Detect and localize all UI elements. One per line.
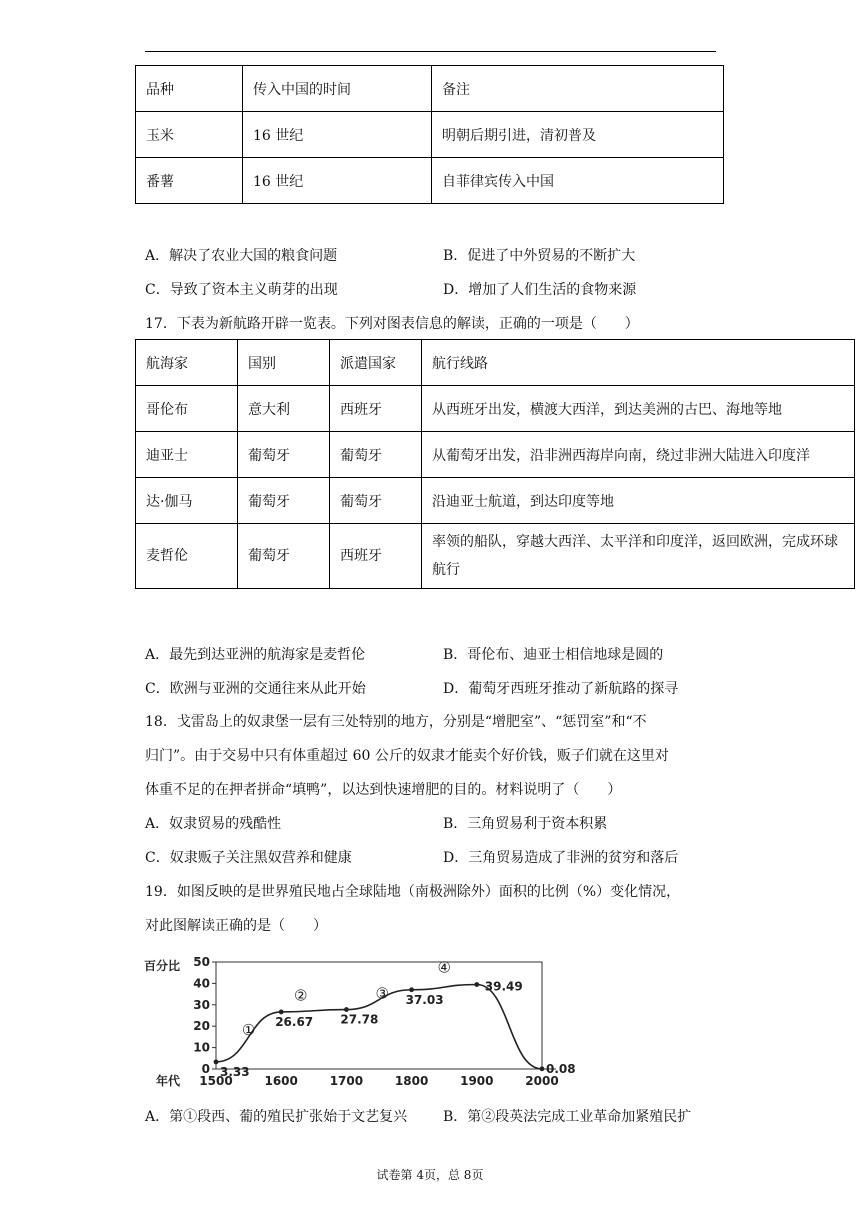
- voyage-table: [135, 339, 855, 589]
- table-row: [136, 386, 855, 432]
- q18-stem-line-3: 体重不足的在押者拼命“填鸭”，以达到快速增肥的目的。材料说明了（ ）: [145, 782, 622, 798]
- x-tick-label: 1800: [394, 1074, 429, 1088]
- header-cell: 国别: [238, 340, 330, 386]
- header-cell: 派遣国家: [330, 340, 422, 386]
- data-point: [344, 1007, 349, 1012]
- q19-stem-line-1: 19．如图反映的是世界殖民地占全球陆地（南极洲除外）面积的比例（%）变化情况，: [145, 884, 681, 900]
- y-tick-label: 20: [193, 1019, 210, 1034]
- table-cell: 葡萄牙: [330, 478, 422, 524]
- y-tick-label: 50: [193, 955, 210, 969]
- q16-option-a: A．解决了农业大国的粮食问题: [145, 248, 338, 264]
- table-cell: 意大利: [238, 386, 330, 432]
- q18-option-a: A．奴隶贸易的残酷性: [145, 816, 282, 832]
- table-cell: 沿迪亚士航道，到达印度等地: [422, 478, 855, 524]
- y-tick-label: 10: [193, 1040, 210, 1055]
- data-label: 39.49: [484, 979, 523, 994]
- table-row: [136, 524, 855, 589]
- table-row: [136, 158, 724, 204]
- data-label: 26.67: [275, 1014, 314, 1029]
- table-cell: 率领的船队，穿越大西洋、太平洋和印度洋，返回欧洲，完成环球航行: [422, 524, 855, 589]
- table-cell: 葡萄牙: [238, 432, 330, 478]
- segment-label: ③: [375, 984, 389, 1003]
- table-row: [136, 478, 855, 524]
- q19-option-a: A．第①段西、葡的殖民扩张始于文艺复兴: [145, 1109, 408, 1125]
- x-tick-label: 1500: [199, 1074, 233, 1088]
- table-header-row: [136, 340, 855, 386]
- table-cell: 从葡萄牙出发，沿非洲西海岸向南，绕过非洲大陆进入印度洋: [422, 432, 855, 478]
- q18-option-b: B．三角贸易利于资本积累: [443, 816, 608, 832]
- x-tick-label: 1900: [460, 1074, 494, 1088]
- table-cell: 麦哲伦: [136, 524, 238, 589]
- header-cell: 航海家: [136, 340, 238, 386]
- y-tick-label: 40: [193, 976, 210, 991]
- data-point: [409, 987, 414, 992]
- table-cell: 玉米: [136, 112, 243, 158]
- table-row: [136, 112, 724, 158]
- segment-label: ②: [294, 986, 308, 1005]
- q17-option-c: C．欧洲与亚洲的交通往来从此开始: [145, 681, 366, 697]
- q18-option-c: C．奴隶贩子关注黑奴营养和健康: [145, 850, 352, 866]
- segment-label: ①: [241, 1020, 256, 1039]
- table-cell: 达·伽马: [136, 478, 238, 524]
- q16-option-d: D．增加了人们生活的食物来源: [443, 282, 637, 298]
- q17-option-d: D．葡萄牙西班牙推动了新航路的探寻: [443, 681, 679, 697]
- header-cell: 航行线路: [422, 340, 855, 386]
- y-tick-label: 0: [201, 1062, 210, 1076]
- table-cell: 迪亚士: [136, 432, 238, 478]
- q18-stem-line-1: 18．戈雷岛上的奴隶堡一层有三处特别的地方，分别是“增肥室”、“惩罚室”和“不: [145, 714, 647, 730]
- header-cell: 备注: [432, 66, 724, 112]
- table-cell: 自菲律宾传入中国: [432, 158, 724, 204]
- x-tick-label: 2000: [525, 1074, 559, 1088]
- colony-area-chart: [140, 950, 580, 1090]
- q17-option-b: B．哥伦布、迪亚士相信地球是圆的: [443, 647, 664, 663]
- header-cell: 传入中国的时间: [243, 66, 432, 112]
- data-label: 0.08: [546, 1061, 576, 1076]
- q19-stem-line-2: 对此图解读正确的是（ ）: [145, 918, 327, 934]
- q19-option-b: B．第②段英法完成工业革命加紧殖民扩: [443, 1109, 692, 1125]
- q17-option-a: A．最先到达亚洲的航海家是麦哲伦: [145, 647, 366, 663]
- data-point: [214, 1059, 219, 1064]
- segment-label: ④: [437, 958, 451, 977]
- table-cell: 16 世纪: [243, 112, 432, 158]
- table-cell: 16 世纪: [243, 158, 432, 204]
- data-label: 3.33: [220, 1064, 250, 1079]
- data-label: 27.78: [340, 1012, 379, 1027]
- header-cell: 品种: [136, 66, 243, 112]
- x-axis-title: 年代: [156, 1074, 181, 1088]
- table-cell: 葡萄牙: [238, 478, 330, 524]
- y-axis-title: 百分比: [144, 959, 181, 973]
- table-cell: 明朝后期引进，清初普及: [432, 112, 724, 158]
- data-label: 37.03: [405, 992, 444, 1007]
- table-cell: 哥伦布: [136, 386, 238, 432]
- crop-table: [135, 65, 724, 204]
- table-cell: 从西班牙出发，横渡大西洋，到达美洲的古巴、海地等地: [422, 386, 855, 432]
- table-cell: 葡萄牙: [238, 524, 330, 589]
- q16-option-c: C．导致了资本主义萌芽的出现: [145, 282, 338, 298]
- table-cell: 葡萄牙: [330, 432, 422, 478]
- q17-stem: 17．下表为新航路开辟一览表。下列对图表信息的解读，正确的一项是（ ）: [145, 316, 639, 332]
- table-cell: 番薯: [136, 158, 243, 204]
- table-row: [136, 432, 855, 478]
- q18-stem-line-2: 归门”。由于交易中只有体重超过 60 公斤的奴隶才能卖个好价钱，贩子们就在这里对: [145, 748, 669, 764]
- table-cell: 西班牙: [330, 524, 422, 589]
- page-footer: 试卷第 4页，总 8页: [376, 1168, 484, 1182]
- x-tick-label: 1600: [264, 1074, 298, 1088]
- header-rule: [145, 51, 716, 52]
- x-tick-label: 1700: [329, 1074, 364, 1088]
- table-cell: 西班牙: [330, 386, 422, 432]
- y-tick-label: 30: [193, 997, 210, 1012]
- plot-frame: [216, 962, 542, 1069]
- data-point: [540, 1066, 545, 1071]
- q16-option-b: B．促进了中外贸易的不断扩大: [443, 248, 636, 264]
- data-point: [474, 982, 479, 987]
- data-point: [279, 1010, 284, 1015]
- table-header-row: [136, 66, 724, 112]
- q18-option-d: D．三角贸易造成了非洲的贫穷和落后: [443, 850, 679, 866]
